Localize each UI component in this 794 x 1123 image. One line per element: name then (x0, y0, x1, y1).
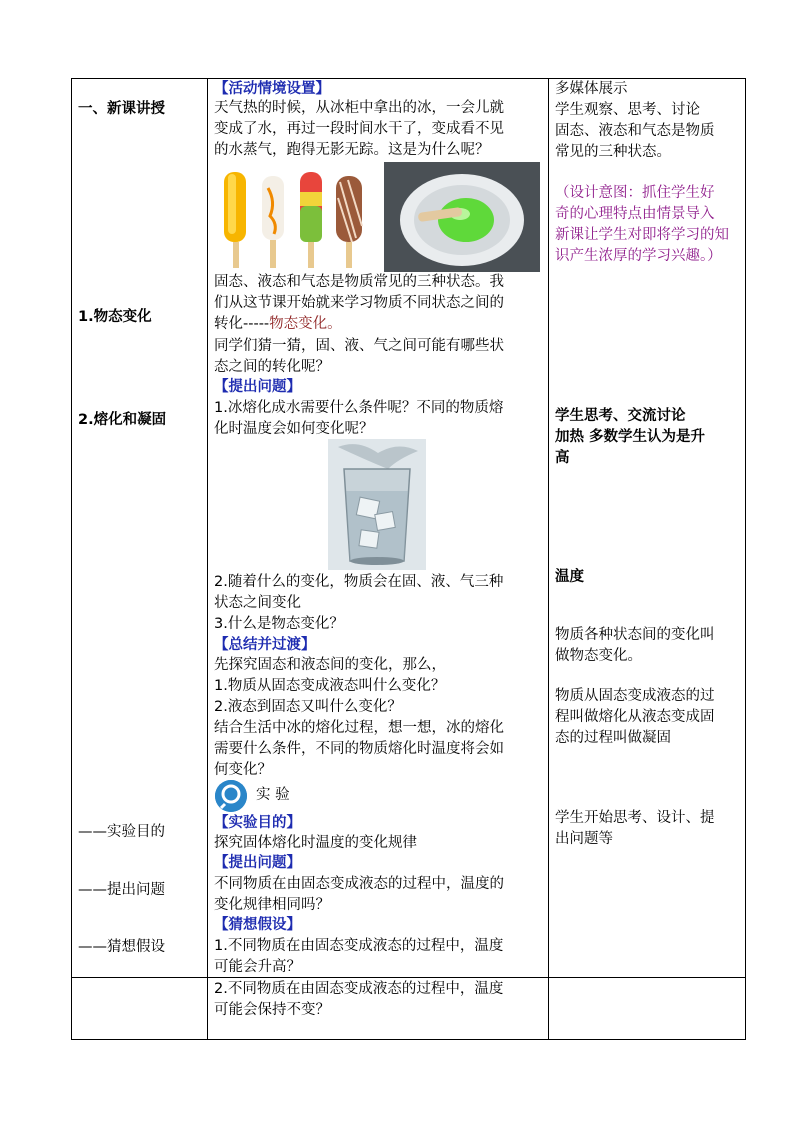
design-line-3: 新课让学生对即将学习的知 (555, 227, 729, 243)
melt-def-line-2: 程叫做熔化从液态变成固 (555, 709, 715, 725)
hypothesis2-line-2: 可能会保持不变？ (214, 1002, 330, 1018)
question1-line-1: 1.冰熔化成水需要什么条件呢？不同的物质熔 (214, 400, 504, 416)
student-start-line-1: 学生开始思考、设计、提 (555, 810, 715, 826)
hypothesis2-line-1: 2.不同物质在由固态变成液态的过程中，温度 (214, 981, 504, 997)
popsicles-image (216, 168, 378, 272)
heat-line: 加热 多数学生认为是升 (555, 429, 706, 445)
table-right-border (745, 78, 746, 1040)
student-start-line-2: 出问题等 (555, 831, 613, 847)
activity-line-3: 的水蒸气，跑得无影无踪。这是为什么呢？ (214, 142, 490, 158)
state-change-def-line-2: 做物态变化。 (555, 648, 642, 664)
guess-line-1: 同学们猜一猜，固、液、气之间可能有哪些状 (214, 338, 504, 354)
state-change-def-line-1: 物质各种状态间的变化叫 (555, 627, 715, 643)
table-col-divider-2 (548, 78, 549, 1040)
temperature-answer: 温度 (555, 569, 584, 585)
item-melt-solidify: 2.熔化和凝固 (78, 412, 167, 428)
summary-line-2: 1.物质从固态变成液态叫什么变化？ (214, 678, 446, 694)
table-bottom-border (71, 1039, 746, 1040)
table-top-border (71, 78, 746, 79)
states-line-3 (214, 314, 342, 335)
design-line-2: 奇的心理特点由情景导入 (555, 206, 715, 222)
question2-line-2: 状态之间变化 (214, 595, 301, 611)
states-line-3-prefix: 转化----- (214, 316, 270, 332)
summary-line-1: 先探究固态和液态间的变化，那么， (214, 657, 446, 673)
heat-line-2: 高 (555, 450, 570, 466)
table-col-divider-1 (207, 78, 208, 1040)
states-line-2: 们从这节课开始就来学习物质不同状态之间的 (214, 295, 504, 311)
question1-line-2: 化时温度会如何变化呢？ (214, 421, 374, 437)
ice-water-glass-image (328, 439, 426, 570)
exp-purpose-label: ——实验目的 (78, 824, 165, 840)
experiment-icon (215, 780, 247, 812)
media-line-4: 常见的三种状态。 (555, 144, 671, 160)
summary-line-4: 结合生活中冰的熔化过程，想一想，冰的熔化 (214, 720, 504, 736)
media-line-2: 学生观察、思考、讨论 (555, 102, 700, 118)
question-text-line-2: 变化规律相同吗？ (214, 897, 330, 913)
activity-heading: 【活动情境设置】 (214, 81, 330, 97)
hypothesis-heading: 【猜想假设】 (214, 917, 301, 933)
table-left-border (71, 78, 72, 1040)
think-discuss: 学生思考、交流讨论 (555, 408, 686, 424)
melted-popsicle-bowl-image (384, 162, 540, 272)
guess-line-2: 态之间的转化呢？ (214, 359, 330, 375)
hypothesis1-line-1: 1.不同物质在由固态变成液态的过程中，温度 (214, 938, 504, 954)
purpose-heading: 【实验目的】 (214, 815, 301, 831)
question-heading: 【提出问题】 (214, 379, 301, 395)
section-new-lesson: 一、新课讲授 (78, 101, 165, 117)
purpose-text: 探究固体熔化时温度的变化规律 (214, 835, 417, 851)
exp-question-label: ——提出问题 (78, 882, 165, 898)
summary-line-3: 2.液态到固态又叫什么变化？ (214, 699, 402, 715)
melt-def-line-3: 态的过程叫做凝固 (555, 730, 671, 746)
media-line-3: 固态、液态和气态是物质 (555, 123, 715, 139)
media-line-1: 多媒体展示 (555, 81, 628, 97)
design-line-1: （设计意图：抓住学生好 (555, 185, 715, 201)
question2-line-1: 2.随着什么的变化，物质会在固、液、气三种 (214, 574, 504, 590)
melt-def-line-1: 物质从固态变成液态的过 (555, 688, 715, 704)
experiment-label: 实 验 (256, 787, 290, 803)
question3: 3.什么是物态变化？ (214, 616, 344, 632)
item-state-change: 1.物态变化 (78, 309, 152, 325)
activity-line-1: 天气热的时候，从冰柜中拿出的冰，一会儿就 (214, 100, 504, 116)
design-line-4: 识产生浓厚的学习兴趣。） (555, 248, 722, 264)
hypothesis1-line-2: 可能会升高？ (214, 959, 301, 975)
summary-line-6: 何变化？ (214, 762, 272, 778)
summary-line-5: 需要什么条件，不同的物质熔化时温度将会如 (214, 741, 504, 757)
exp-hypothesis-label: ——猜想假设 (78, 939, 165, 955)
table-row-divider (71, 977, 746, 978)
activity-line-2: 变成了水，再过一段时间水干了，变成看不见 (214, 121, 504, 137)
question-heading-2: 【提出问题】 (214, 855, 301, 871)
question-text-line-1: 不同物质在由固态变成液态的过程中，温度的 (214, 876, 504, 892)
state-change-term: 物态变化。 (269, 316, 342, 332)
summary-heading: 【总结并过渡】 (214, 637, 316, 653)
states-line-1: 固态、液态和气态是物质常见的三种状态。我 (214, 274, 504, 290)
